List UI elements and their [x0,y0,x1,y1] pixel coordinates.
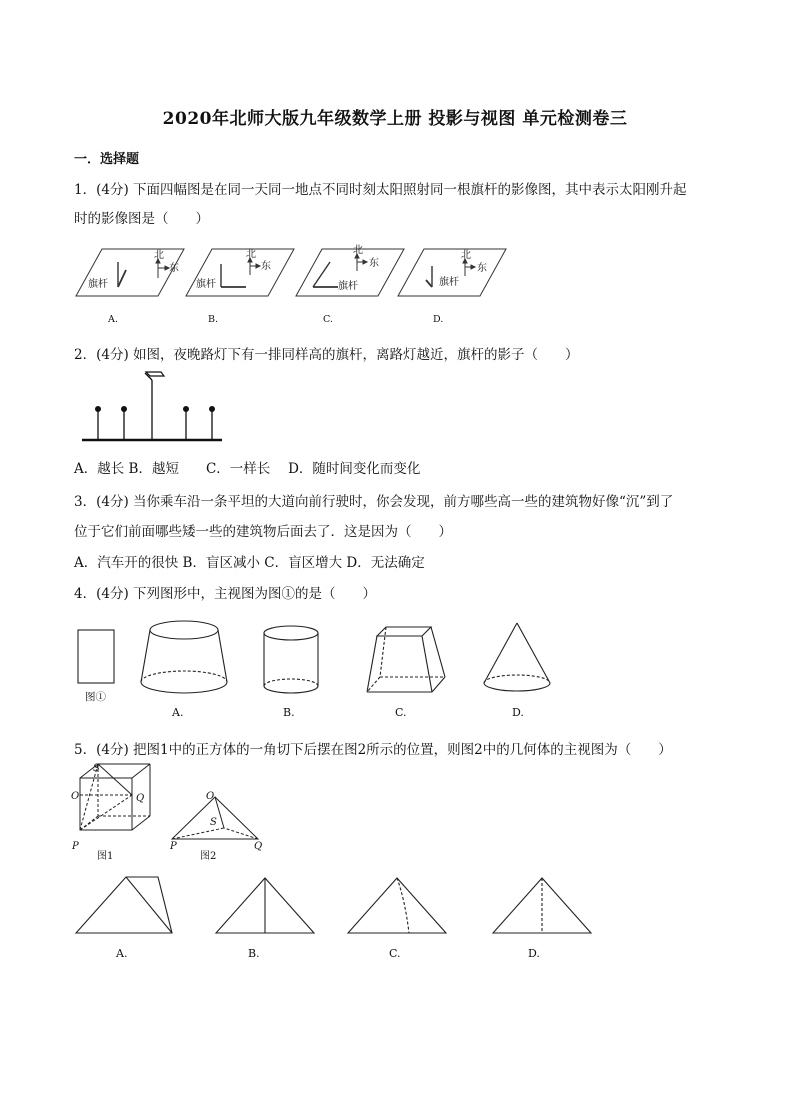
q2-choices[interactable]: A．越长 B．越短 C．一样长 D．随时间变化而变化 [74,461,421,477]
fig2-label-o: O [206,791,215,802]
q5-option-c-shape [348,878,446,933]
q4-figure1-label: 图① [85,691,106,703]
fig1-label-s: S [93,763,100,774]
q5-option-a-shape [76,877,172,933]
q3-stem-line2: 位于它们前面哪些矮一些的建筑物后面去了．这是因为（ ） [74,524,452,540]
q2-stem: 2．(4分) 如图，夜晚路灯下有一排同样高的旗杆，离路灯越近，旗杆的影子（ ） [74,347,579,363]
q1-option-c[interactable]: C. [323,314,333,325]
q1-b-east: 东 [261,261,271,272]
q4-stem: 4．(4分) 下列图形中，主视图为图①的是（ ） [74,586,377,602]
fig1-label-p: P [72,841,79,852]
q5-stem: 5．(4分) 把图1中的正方体的一角切下后摆在图2所示的位置，则图2中的几何体的主视图为（ ） [74,742,672,758]
fig2-label-p: P [170,841,177,852]
q4-option-c[interactable]: C. [395,706,407,719]
q5-option-c[interactable]: C. [389,947,401,960]
q3-choices[interactable]: A．汽车开的很快 B．盲区减小 C．盲区增大 D．无法确定 [74,555,425,571]
page-title: 2020年北师大版九年级数学上册 投影与视图 单元检测卷三 [162,109,628,129]
q1-c-east: 东 [369,258,379,269]
fig2-label-s: S [210,817,217,828]
q1-a-pole: 旗杆 [88,279,108,290]
q3-stem-line1: 3．(4分) 当你乘车沿一条平坦的大道向前行驶时，你会发现，前方哪些高一些的建筑物好像“沉”到了 [74,494,674,510]
q1-option-d[interactable]: D. [433,314,444,325]
q1-b-north: 北 [246,249,256,260]
q4-option-d[interactable]: D. [512,706,524,719]
q1-option-a[interactable]: A. [108,314,118,325]
q1-stem-line2: 时的影像图是（ ） [74,211,209,227]
q1-b-pole: 旗杆 [196,279,216,290]
section-heading: 一．选择题 [74,152,140,167]
fig2-caption: 图2 [200,851,217,862]
q1-a-east: 东 [169,263,179,274]
q5-option-a[interactable]: A. [116,947,128,960]
q1-stem-line1: 1．(4分) 下面四幅图是在同一天同一地点不同时刻太阳照射同一根旗杆的影像图，其中表示太阳刚升起 [74,182,687,198]
q1-d-north: 北 [461,250,471,261]
q1-a-north: 北 [154,250,164,261]
fig1-caption: 图1 [97,851,114,862]
q5-option-d[interactable]: D. [528,947,540,960]
q1-d-pole: 旗杆 [439,277,459,288]
fig2-label-q: Q [254,841,263,852]
fig1-label-q: Q [136,793,145,804]
q5-option-b[interactable]: B. [248,947,260,960]
q1-c-pole: 旗杆 [338,281,358,292]
q1-option-b[interactable]: B. [208,314,219,325]
q1-c-north: 北 [353,245,363,256]
q4-option-a[interactable]: A. [172,706,184,719]
q1-d-east: 东 [477,263,487,274]
fig1-label-o: O [71,791,80,802]
q4-option-b[interactable]: B. [283,706,295,719]
